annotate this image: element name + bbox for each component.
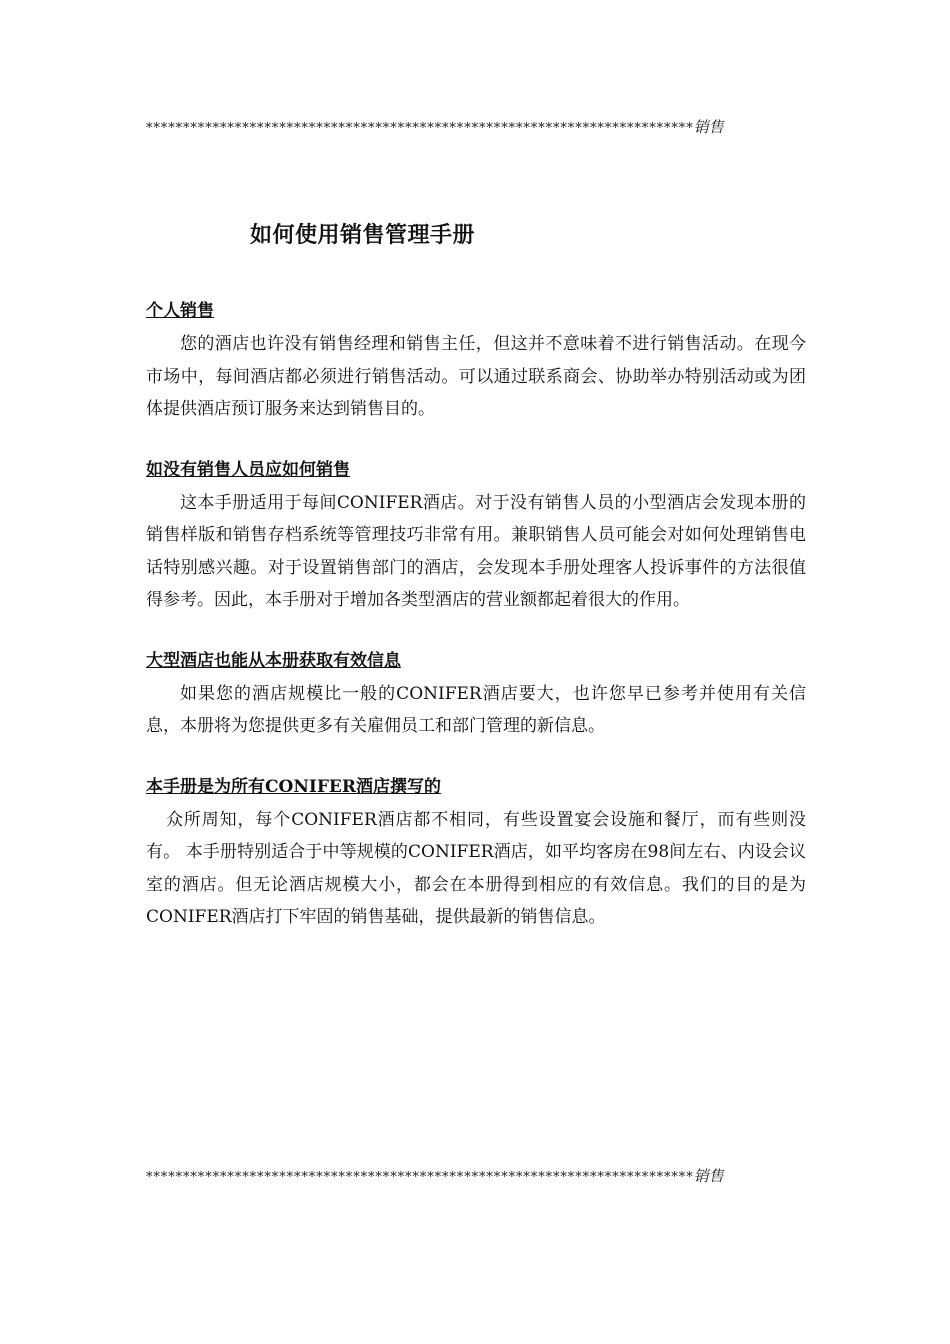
- footer-stars: **************************************************************************: [146, 1170, 694, 1185]
- section-heading: 如没有销售人员应如何销售: [146, 459, 350, 480]
- section-body: 众所周知，每个CONIFER酒店都不相同，有些设置宴会设施和餐厅，而有些则没有。 本手册特别适合于中等规模的CONIFER酒店，如平均客房在98间左右、内设会议室的酒店。但无论酒店规模大小，都会在本册得到相应的有效信息。我们的目的是为CONIFER酒店打下牢固的销售基础，提供最新的销售信息。: [146, 809, 806, 927]
- section-heading: 个人销售: [146, 301, 214, 321]
- section-no-sales-staff: [146, 457, 806, 617]
- section-body: 这本手册适用于每间CONIFER酒店。对于没有销售人员的小型酒店会发现本册的销售样版和销售存档系统等管理技巧非常有用。兼职销售人员可能会对如何处理销售电话特别感兴趣。对于设置销售部门的酒店，会发现本手册处理客人投诉事件的方法很值得参考。因此，本手册对于增加各类型酒店的营业额都起着很大的作用。: [146, 492, 806, 610]
- section-heading: 大型酒店也能从本册获取有效信息: [146, 650, 401, 671]
- footer-tag: 销售: [693, 1167, 724, 1185]
- section-body: 您的酒店也许没有销售经理和销售主任，但这并不意味着不进行销售活动。在现今市场中，每间酒店都必须进行销售活动。可以通过联系商会、协助举办特别活动或为团体提供酒店预订服务来达到销售目的。: [146, 334, 806, 419]
- section-large-hotels: [146, 648, 806, 743]
- header-tag: 销售: [693, 118, 724, 136]
- section-heading: 本手册是为所有CONIFER酒店撰写的: [146, 776, 441, 797]
- main-content: [146, 298, 806, 965]
- section-personal-sales: [146, 298, 806, 426]
- section-all-hotels: [146, 774, 806, 934]
- header-rule: [146, 116, 806, 137]
- header-stars: **************************************************************************: [146, 121, 694, 136]
- page-title: 如何使用销售管理手册: [250, 222, 476, 248]
- footer-rule: [146, 1165, 806, 1186]
- section-body: 如果您的酒店规模比一般的CONIFER酒店要大，也许您早已参考并使用有关信息，本册将为您提供更多有关雇佣员工和部门管理的新信息。: [146, 683, 806, 736]
